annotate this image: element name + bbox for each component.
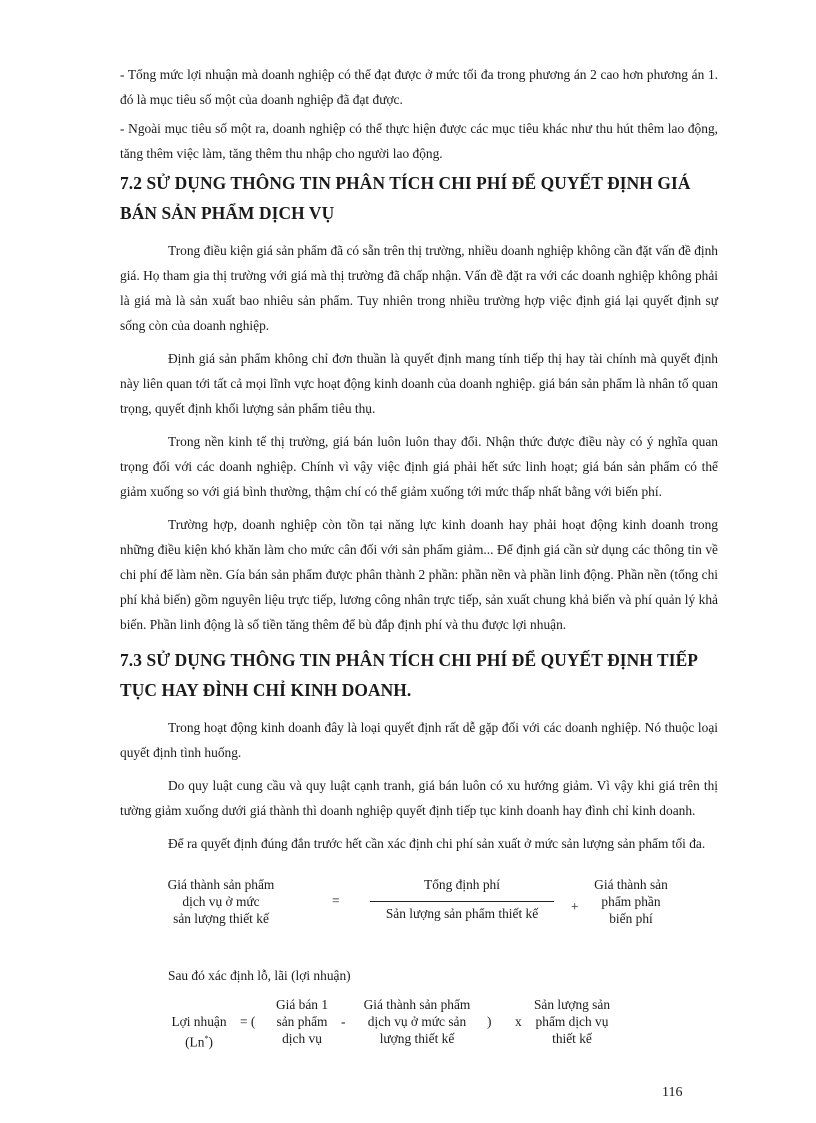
profit-symbol: [164, 1030, 234, 1050]
paragraph: Trong điều kiện giá sản phẩm đã có sẵn trên thị trường, nhiều doanh nghiệp không cần đặt vấn đề định giá. Họ tham gia thị trường với giá mà thị trường đã chấp nhận. Vấn đề đặt ra với các doanh nghiệp không phải là giá mà là sản xuất bao nhiêu sản phẩm. Tuy nhiên trong nhiều trường hợp việc định giá lại quyết định sự sống còn của doanh nghiệp.: [120, 243, 718, 333]
numerator: Tổng định phí: [424, 877, 500, 892]
paragraph: Để ra quyết định đúng đắn trước hết cần xác định chi phí sản xuất ở mức sản lượng sản phẩm tối đa.: [168, 836, 706, 851]
formula-text: *: [204, 1034, 209, 1043]
formula-text: lượng thiết kế: [379, 1031, 455, 1046]
formula-text: Giá bán 1: [275, 997, 329, 1012]
price-term: [262, 996, 342, 1047]
fraction-bar: [370, 901, 554, 902]
equals-sign: =: [332, 893, 340, 908]
paragraph: Định giá sản phẩm không chỉ đơn thuần là quyết định mang tính tiếp thị hay tài chính mà quyết định này liên quan tới tất cả mọi lĩnh vực hoạt động kinh doanh của doanh nghiệp. giá bán sản phẩm là nhân tố quan trọng, quyết định khối lượng sản phẩm tiêu thụ.: [120, 351, 718, 416]
times-sign: x: [515, 1014, 522, 1029]
formula-text: ): [208, 1034, 213, 1050]
formula-rhs: [583, 876, 679, 927]
denominator: Sản lượng sản phẩm thiết kế: [385, 906, 539, 921]
document-page: [120, 62, 718, 1056]
profit-formula: [120, 996, 718, 1056]
formula-text: dịch vụ ở mức: [182, 894, 260, 909]
close-paren: ): [487, 1014, 492, 1029]
equals-open-paren: = (: [240, 1014, 256, 1029]
profit-label: [164, 1013, 234, 1050]
formula-text: (Ln: [185, 1034, 205, 1050]
fraction: [370, 876, 554, 922]
unit-cost-formula: [120, 876, 718, 954]
plus-sign: +: [571, 899, 579, 914]
formula-text: biến phí: [609, 911, 653, 926]
bullet-paragraph: - Ngoài mục tiêu số một ra, doanh nghiệp có thể thực hiện được các mục tiêu khác như thu hút thêm lao động, tăng thêm việc làm, tăng thêm thu nhập cho người lao động.: [120, 121, 718, 161]
formula-text: Giá thành sản phẩm: [363, 997, 471, 1012]
page-number: 116: [662, 1085, 683, 1100]
minus-sign: -: [341, 1014, 346, 1029]
formula-text: dịch vụ: [282, 1031, 322, 1046]
cost-term: [352, 996, 482, 1047]
paragraph: Trong hoạt động kinh doanh đây là loại quyết định rất dễ gặp đối với các doanh nghiệp. Nó thuộc loại quyết định tình huống.: [120, 720, 718, 760]
formula-text: phẩm dịch vụ: [535, 1014, 609, 1029]
formula-text: Lợi nhuận: [171, 1014, 227, 1029]
bullet-paragraph: - Tổng mức lợi nhuận mà doanh nghiệp có thể đạt được ở mức tối đa trong phương án 2 cao hơn phương án 1. đó là mục tiêu số một của doanh nghiệp đã đạt được.: [120, 67, 718, 107]
formula-text: dịch vụ ở mức sản: [367, 1014, 467, 1029]
formula-text: Giá thành sản phẩm: [167, 877, 275, 892]
formula-lhs: [146, 876, 296, 927]
formula-text: phẩm phần: [601, 894, 661, 909]
paragraph: Do quy luật cung cầu và quy luật cạnh tranh, giá bán luôn có xu hướng giảm. Vì vậy khi giá trên thị tường giảm xuống dưới giá thành thì doanh nghiệp quyết định tiếp tục kinh doanh hay đình chỉ kinh doanh.: [120, 778, 718, 818]
formula-text: Sản lượng sản: [533, 997, 611, 1012]
paragraph: Trường hợp, doanh nghiệp còn tồn tại năng lực kinh doanh hay phải hoạt động kinh doanh trong những điều kiện khó khăn làm cho mức cân đối với sản phẩm giảm... Để định giá cần sử dụng các thông tin về chi phí để làm nền. Gía bán sản phẩm được phân thành 2 phần: phần nền và phần linh động. Phần nền (tổng chi phí khả biến) gồm nguyên liệu trực tiếp, lương công nhân trực tiếp, sản xuất chung khả biến và phí quản lý khả biến. Phần linh động là số tiền tăng thêm để bù đắp định phí và thu được lợi nhuận.: [120, 517, 718, 632]
section-heading-7-2: 7.2 SỬ DỤNG THÔNG TIN PHÂN TÍCH CHI PHÍ ĐỂ QUYẾT ĐỊNH GIÁ BÁN SẢN PHẨM DỊCH VỤ: [120, 173, 691, 223]
formula-text: Giá thành sản: [594, 877, 668, 892]
formula-text: sản lượng thiết kế: [173, 911, 269, 926]
formula-text: thiết kế: [552, 1031, 592, 1046]
profit-intro-text: Sau đó xác định lỗ, lãi (lợi nhuận): [168, 968, 351, 983]
formula-text: sản phẩm: [276, 1014, 328, 1029]
quantity-term: [522, 996, 622, 1047]
paragraph: Trong nền kinh tế thị trường, giá bán luôn luôn thay đổi. Nhận thức được điều này có ý nghĩa quan trọng đối với các doanh nghiệp. Chính vì vậy việc định giá phải hết sức linh hoạt; giá bán sản phẩm có thể giảm xuống so với giá bình thường, thậm chí có thể giảm xuống tới mức thấp nhất bằng với biến phí.: [120, 434, 718, 499]
section-heading-7-3: 7.3 SỬ DỤNG THÔNG TIN PHÂN TÍCH CHI PHÍ ĐỂ QUYẾT ĐỊNH TIẾP TỤC HAY ĐÌNH CHỈ KINH DOANH.: [120, 650, 698, 700]
